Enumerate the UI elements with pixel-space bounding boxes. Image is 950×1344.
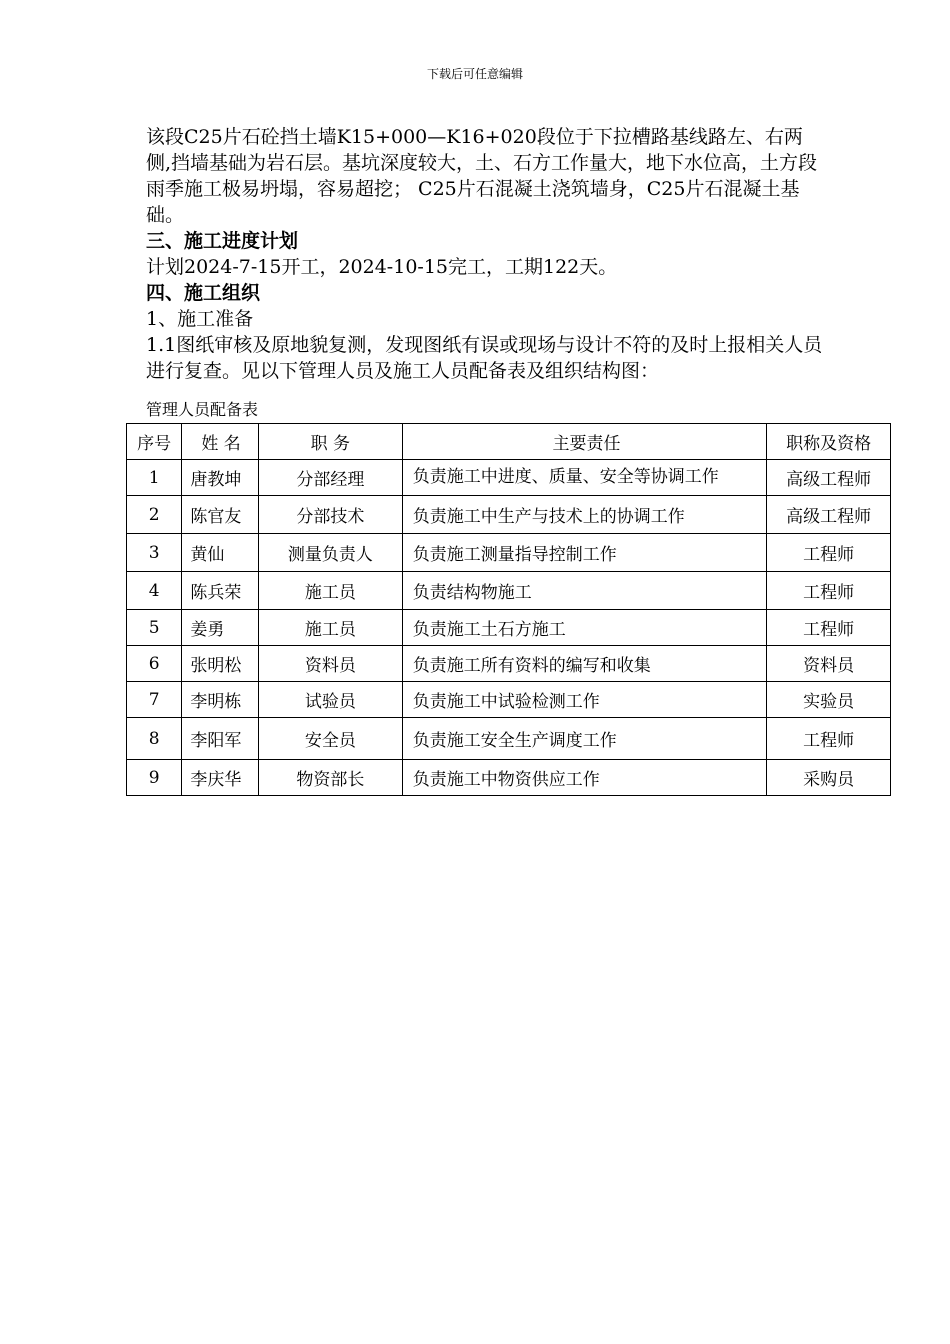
cell-responsibility: 负责结构物施工 (402, 572, 766, 610)
cell-responsibility: 负责施工中物资供应工作 (402, 760, 766, 796)
cell-position: 资料员 (258, 646, 402, 682)
table-row (127, 718, 891, 760)
table-header-row (127, 424, 891, 460)
cell-position: 试验员 (258, 682, 402, 718)
cell-position: 物资部长 (258, 760, 402, 796)
column-header-qualification: 职称及资格 (767, 424, 891, 460)
staff-table (126, 423, 891, 796)
cell-name: 陈官友 (182, 496, 259, 534)
cell-qualification: 资料员 (767, 646, 891, 682)
schedule-paragraph: 计划2024-7-15开工，2024-10-15完工，工期122天。 (146, 256, 618, 278)
cell-name: 唐教坤 (182, 460, 259, 496)
cell-number: 1 (127, 460, 182, 496)
cell-number: 5 (127, 610, 182, 646)
cell-position: 测量负责人 (258, 534, 402, 572)
cell-responsibility: 负责施工所有资料的编写和收集 (402, 646, 766, 682)
table-row (127, 496, 891, 534)
cell-qualification: 工程师 (767, 718, 891, 760)
page-header-note: 下载后可任意编辑 (426, 67, 523, 81)
cell-number: 4 (127, 572, 182, 610)
cell-qualification: 实验员 (767, 682, 891, 718)
cell-position: 安全员 (258, 718, 402, 760)
cell-number: 2 (127, 496, 182, 534)
cell-position: 施工员 (258, 610, 402, 646)
cell-position: 分部技术 (258, 496, 402, 534)
table-caption: 管理人员配备表 (146, 400, 259, 419)
cell-number: 7 (127, 682, 182, 718)
column-header-position: 职 务 (258, 424, 402, 460)
cell-responsibility: 负责施工中生产与技术上的协调工作 (402, 496, 766, 534)
cell-name: 李明栋 (182, 682, 259, 718)
table-row (127, 572, 891, 610)
drawing-review-paragraph: 1.1图纸审核及原地貌复测，发现图纸有误或现场与设计不符的及时上报相关人员进行复查。见以下管理人员及施工人员配备表及组织结构图： (146, 334, 823, 382)
intro-paragraph: 该段C25片石砼挡土墙K15+000—K16+020段位于下拉槽路基线路左、右两侧,挡墙基础为岩石层。基坑深度较大，土、石方工作量大，地下水位高，土方段雨季施工极易坍塌，容易超挖； C25片石混凝土浇筑墙身，C25片石混凝土基础。 (146, 126, 818, 226)
cell-responsibility: 负责施工安全生产调度工作 (402, 718, 766, 760)
table-body (127, 460, 891, 796)
cell-position: 分部经理 (258, 460, 402, 496)
cell-number: 9 (127, 760, 182, 796)
table-row (127, 460, 891, 496)
cell-name: 李阳军 (182, 718, 259, 760)
cell-qualification: 采购员 (767, 760, 891, 796)
column-header-name: 姓 名 (182, 424, 259, 460)
cell-number: 8 (127, 718, 182, 760)
column-header-number: 序号 (127, 424, 182, 460)
cell-position: 施工员 (258, 572, 402, 610)
cell-qualification: 高级工程师 (767, 460, 891, 496)
table-row (127, 610, 891, 646)
table-row (127, 534, 891, 572)
table-row (127, 646, 891, 682)
column-header-responsibility: 主要责任 (402, 424, 766, 460)
cell-name: 张明松 (182, 646, 259, 682)
section-heading-schedule: 三、施工进度计划 (146, 230, 299, 252)
cell-name: 姜勇 (182, 610, 259, 646)
cell-name: 李庆华 (182, 760, 259, 796)
cell-responsibility (402, 460, 766, 496)
cell-qualification: 工程师 (767, 610, 891, 646)
cell-responsibility: 负责施工土石方施工 (402, 610, 766, 646)
table-row (127, 760, 891, 796)
document-body (146, 124, 826, 384)
cell-responsibility: 负责施工测量指导控制工作 (402, 534, 766, 572)
cell-number: 3 (127, 534, 182, 572)
subheading-preparation: 1、施工准备 (146, 308, 254, 330)
table-row (127, 682, 891, 718)
cell-number: 6 (127, 646, 182, 682)
cell-name: 黄仙 (182, 534, 259, 572)
cell-name: 陈兵荣 (182, 572, 259, 610)
section-heading-organization: 四、施工组织 (146, 282, 261, 304)
cell-qualification: 工程师 (767, 572, 891, 610)
cell-qualification: 工程师 (767, 534, 891, 572)
cell-qualification: 高级工程师 (767, 496, 891, 534)
cell-responsibility-text: 负责施工中进度、质量、安全等协调工作 (412, 466, 719, 487)
cell-responsibility: 负责施工中试验检测工作 (402, 682, 766, 718)
